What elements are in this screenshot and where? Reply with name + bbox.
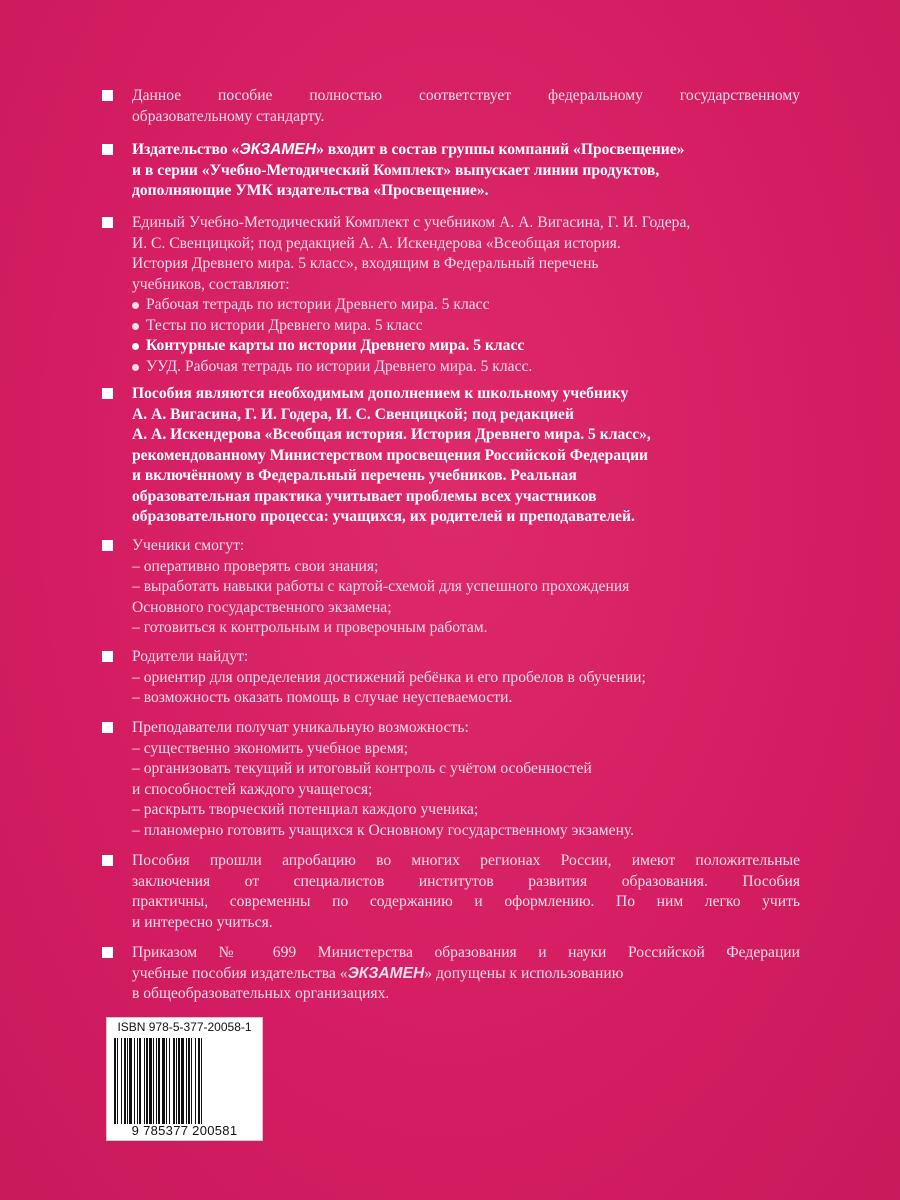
text-line: заключения от специалистов институтов развития образования. Пособия <box>132 872 800 890</box>
list-item <box>132 316 800 337</box>
text-line: – оперативно проверять свои знания; <box>132 557 379 575</box>
isbn-number: ISBN 978-5-377-20058-1 <box>117 1020 252 1034</box>
text-line: практичны, современны по содержанию и оформлению. По ним легко учить <box>132 893 800 910</box>
dot-bullet-icon <box>132 323 139 330</box>
text-line: Приказом № 699 Министерства образования и науки Российской Федерации <box>132 944 800 961</box>
barcode-icon <box>113 1038 256 1124</box>
text-fragment: » входит в состав группы компаний «Просвещение» <box>316 141 685 158</box>
dot-bullet-icon <box>132 302 139 309</box>
text-fragment: » допущены к использованию <box>424 964 624 982</box>
text-line: Пособия являются необходимым дополнением к школьному учебнику <box>132 385 629 402</box>
text-line: Родители найдут: <box>132 648 249 665</box>
list-item <box>132 336 800 357</box>
square-bullet-icon <box>102 144 113 155</box>
text-line: История Древнего мира. 5 класс», входящим в Федеральный перечень <box>132 255 599 272</box>
text-line: Данное пособие полностью соответствует федеральному государственному <box>132 87 800 104</box>
text-line: Единый Учебно-Методический Комплект с учебником А. А. Вигасина, Г. И. Годера, <box>132 214 691 231</box>
text-line: А. А. Вигасина, Г. И. Годера, И. С. Свенцицкой; под редакцией <box>132 405 574 423</box>
section-teachers <box>132 718 800 841</box>
text-fragment: учебные пособия издательства « <box>132 964 348 982</box>
section-umk <box>132 213 800 377</box>
text-line: дополняющие УМК издательства «Просвещение». <box>132 182 489 199</box>
text-line: – раскрыть творческий потенциал каждого ученика; <box>132 801 479 818</box>
square-bullet-icon <box>102 722 113 733</box>
text-fragment: Издательство « <box>132 141 240 158</box>
dot-bullet-icon <box>132 343 139 350</box>
text-fragment <box>132 964 623 985</box>
section-supplement <box>132 384 800 528</box>
isbn-barcode <box>106 1017 263 1141</box>
text-line: – существенно экономить учебное время; <box>132 739 409 757</box>
square-bullet-icon <box>102 651 113 662</box>
section-students <box>132 536 800 639</box>
text-line: образовательного процесса: учащихся, их родителей и преподавателей. <box>132 508 635 525</box>
barcode-digits: 9 785377 200581 <box>131 1123 238 1138</box>
section-order <box>132 943 800 1005</box>
text-line <box>132 140 800 161</box>
text-line: – готовиться к контрольным и проверочным работам. <box>132 619 488 636</box>
square-bullet-icon <box>102 540 113 551</box>
text-line: образовательная практика учитывает проблемы всех участников <box>132 487 597 505</box>
text-line: – ориентир для определения достижений ребёнка и его пробелов в обучении; <box>132 668 646 686</box>
square-bullet-icon <box>102 217 113 228</box>
square-bullet-icon <box>102 90 113 101</box>
section-parents <box>132 647 800 709</box>
list-item <box>132 295 800 316</box>
text-line <box>132 964 800 985</box>
text-line: и включённому в Федеральный перечень учебников. Реальная <box>132 467 577 484</box>
brand-name: ЭКЗАМЕН <box>347 964 425 982</box>
list-item-text: Контурные карты по истории Древнего мира. 5 класс <box>146 337 525 354</box>
list-item <box>132 357 800 378</box>
list-item-text: Рабочая тетрадь по истории Древнего мира. 5 класс <box>146 296 490 313</box>
text-line: и в серии «Учебно-Методический Комплект» выпускает линии продуктов, <box>132 161 660 179</box>
square-bullet-icon <box>102 388 113 399</box>
section-standard <box>132 86 800 127</box>
list-item-text: Тесты по истории Древнего мира. 5 класс <box>146 316 423 334</box>
brand-name: ЭКЗАМЕН <box>239 141 317 158</box>
text-line: образовательному стандарту. <box>132 107 325 125</box>
section-publisher <box>132 140 800 202</box>
text-line: Пособия прошли апробацию во многих регионах России, имеют положительные <box>132 852 800 869</box>
text-line: в общеобразовательных организациях. <box>132 985 390 1002</box>
text-line: – организовать текущий и итоговый контроль с учётом особенностей <box>132 760 592 777</box>
square-bullet-icon <box>102 855 113 866</box>
text-line: и интересно учиться. <box>132 913 273 931</box>
dot-bullet-icon <box>132 364 139 371</box>
text-line: А. А. Искендерова «Всеобщая история. История Древнего мира. 5 класс», <box>132 426 651 443</box>
text-line: учебников, составляют: <box>132 275 290 293</box>
section-approbation <box>132 851 800 933</box>
text-line: Преподаватели получат уникальную возможность: <box>132 719 469 736</box>
text-line: – выработать навыки работы с картой-схемой для успешного прохождения <box>132 578 630 595</box>
text-line: и способностей каждого учащегося; <box>132 780 373 798</box>
list-item-text: УУД. Рабочая тетрадь по истории Древнего мира. 5 класс. <box>146 357 533 375</box>
text-line: – возможность оказать помощь в случае неуспеваемости. <box>132 689 513 706</box>
text-line: И. С. Свенцицкой; под редакцией А. А. Искендерова «Всеобщая история. <box>132 234 621 252</box>
text-line: рекомендованному Министерством просвещения Российской Федерации <box>132 446 649 464</box>
text-line: Основного государственного экзамена; <box>132 598 392 616</box>
square-bullet-icon <box>102 947 113 958</box>
text-line: – планомерно готовить учащихся к Основному государственному экзамену. <box>132 821 635 839</box>
text-line: Ученики смогут: <box>132 537 245 554</box>
